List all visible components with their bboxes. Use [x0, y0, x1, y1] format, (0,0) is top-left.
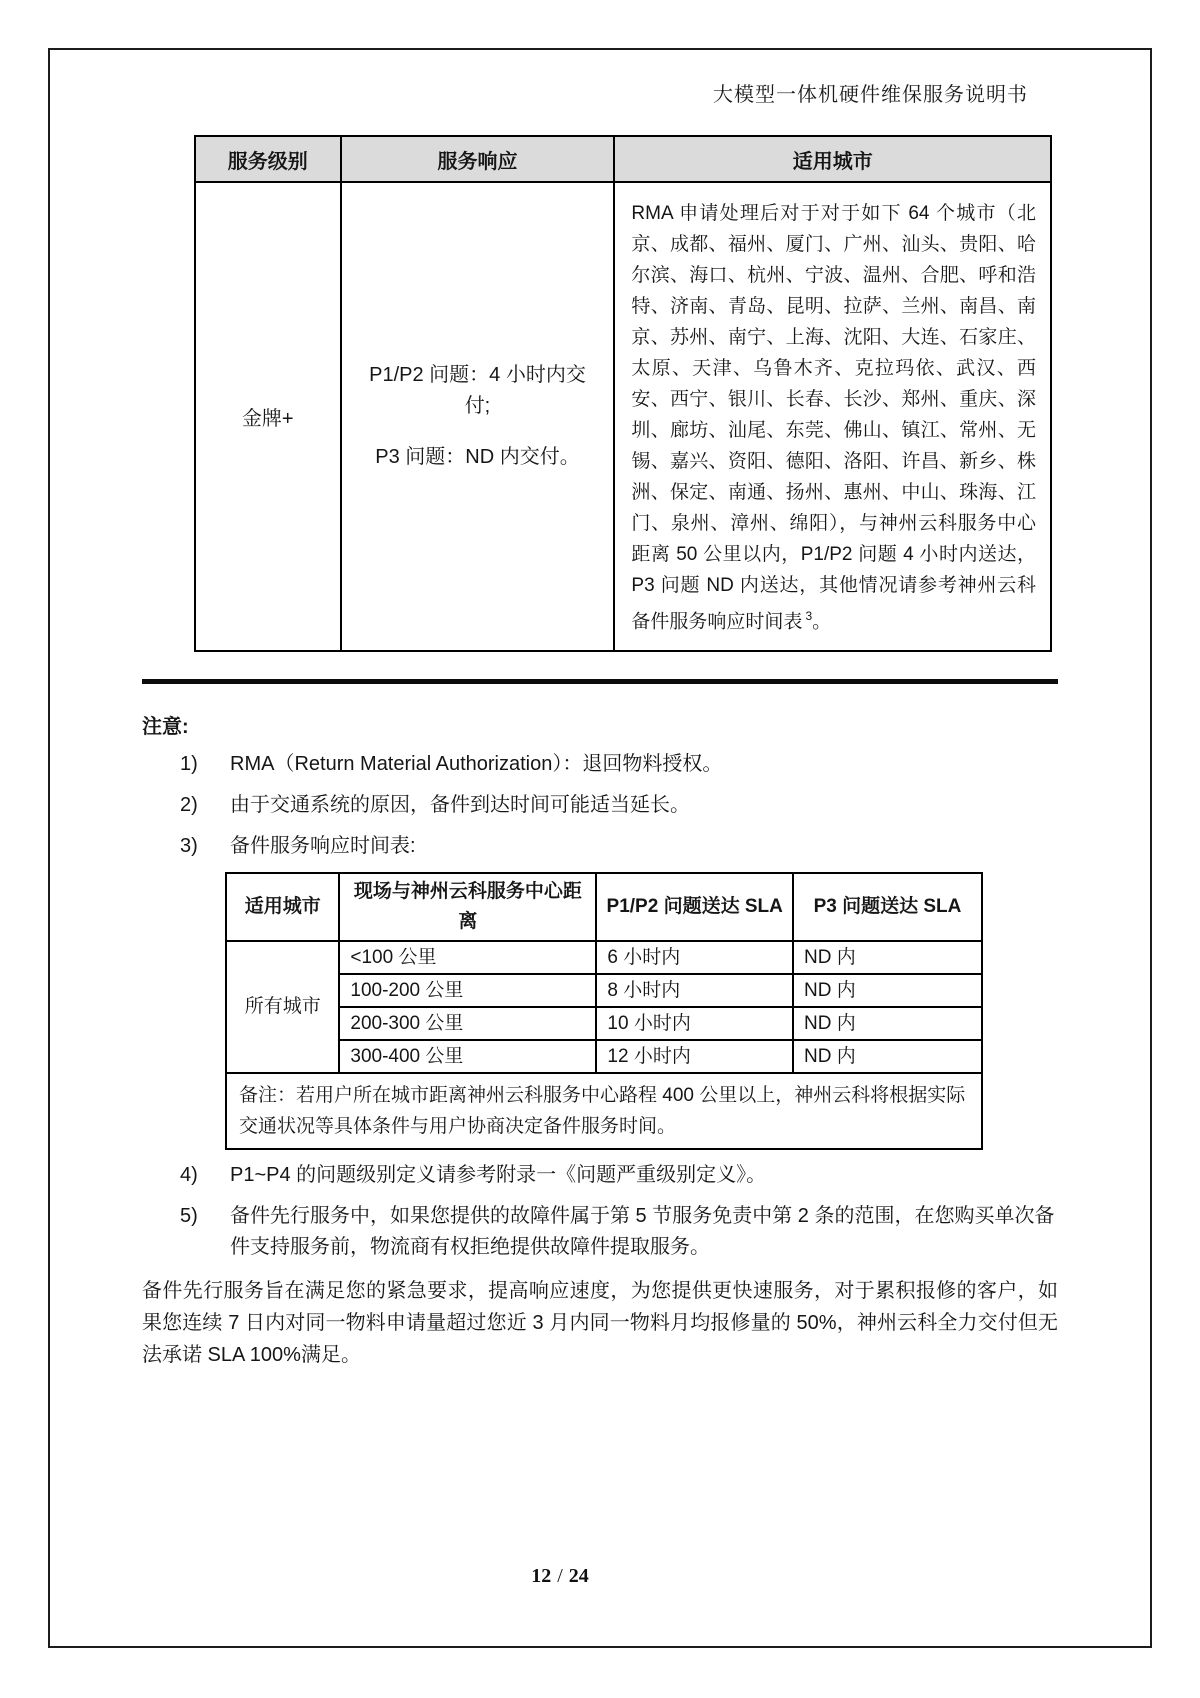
- p3-sla-cell: ND 内: [793, 974, 982, 1007]
- p12-sla-cell: 8 小时内: [596, 974, 793, 1007]
- page-total: 24: [568, 1565, 589, 1587]
- note-text: 备件服务响应时间表:: [230, 835, 416, 858]
- note-text: P1~P4 的问题级别定义请参考附录一《问题严重级别定义》。: [230, 1164, 767, 1187]
- note-text: 备件先行服务中，如果您提供的故障件属于第 5 节服务免责中第 2 条的范围，在您购买单次备件支持服务前，物流商有权拒绝提供故障件提取服务。: [230, 1205, 1055, 1259]
- sla-remark-row: [226, 1073, 982, 1149]
- footnote-superscript: 3: [805, 609, 813, 623]
- note-number: 5): [180, 1205, 198, 1228]
- note-number: 2): [180, 794, 198, 817]
- distance-cell: 100-200 公里: [339, 974, 596, 1007]
- page-frame: [48, 48, 1152, 1648]
- p3-sla-cell: ND 内: [793, 1007, 982, 1040]
- note-item-3: [142, 831, 1058, 862]
- service-table-header-row: [195, 136, 1051, 182]
- sla-row-4: [226, 1040, 982, 1073]
- p12-sla-cell: 12 小时内: [596, 1040, 793, 1073]
- p12-sla-cell: 6 小时内: [596, 941, 793, 974]
- distance-cell: 200-300 公里: [339, 1007, 596, 1040]
- distance-cell: 300-400 公里: [339, 1040, 596, 1073]
- p12-sla-cell: 10 小时内: [596, 1007, 793, 1040]
- note-item-2: [142, 790, 1058, 821]
- section-divider: [142, 679, 1058, 684]
- distance-cell: <100 公里: [339, 941, 596, 974]
- doc-header-title: 大模型一体机硬件维保服务说明书: [713, 84, 1028, 106]
- service-table-body-row: [195, 182, 1051, 651]
- header-applicable-cities: 适用城市: [614, 136, 1051, 182]
- city-scope-cell: 所有城市: [226, 941, 339, 1073]
- response-p1p2: P1/P2 问题：4 小时内交付;: [369, 364, 586, 418]
- cities-text: RMA 申请处理后对于对于如下 64 个城市（北京、成都、福州、厦门、广州、汕头、贵阳、哈尔滨、海口、杭州、宁波、温州、合肥、呼和浩特、济南、青岛、昆明、拉萨、兰州、南昌、南京、苏州、南宁、上海、沈阳、大连、石家庄、太原、天津、乌鲁木齐、克拉玛依、武汉、西安、西宁、银川、长春、长沙、郑州、重庆、深圳、廊坊、汕尾、东莞、佛山、镇江、常州、无锡、嘉兴、资阳、德阳、洛阳、许昌、新乡、株洲、保定、南通、扬州、惠州、中山、珠海、江门、泉州、漳州、绵阳），与神州云科服务中心距离 50 公里以内，P1/P2 问题 4 小时内送达，P3 问题 ND 内送达，其他情况请参考神州云科备件服务响应时间表: [631, 203, 1036, 633]
- sla-header-distance: 现场与神州云科服务中心距离: [339, 873, 596, 941]
- header-service-response: 服务响应: [341, 136, 615, 182]
- service-level-table: [194, 135, 1052, 652]
- page-current: 12: [531, 1565, 552, 1587]
- note-item-4: [142, 1160, 1058, 1191]
- note-text: RMA（Return Material Authorization）：退回物料授权。: [230, 753, 723, 776]
- service-level-cell: 金牌+: [195, 182, 341, 651]
- note-number: 1): [180, 753, 198, 776]
- sla-header-city: 适用城市: [226, 873, 339, 941]
- sla-header-p12: P1/P2 问题送达 SLA: [596, 873, 793, 941]
- p3-sla-cell: ND 内: [793, 941, 982, 974]
- header-service-level: 服务级别: [195, 136, 341, 182]
- remark-cell: 备注：若用户所在城市距离神州云科服务中心路程 400 公里以上，神州云科将根据实际交通状况等具体条件与用户协商决定备件服务时间。: [226, 1073, 982, 1149]
- note-item-5: [142, 1201, 1058, 1263]
- sla-header-p3: P3 问题送达 SLA: [793, 873, 982, 941]
- response-p3: P3 问题：ND 内交付。: [375, 446, 580, 469]
- applicable-cities-cell: [614, 182, 1051, 651]
- note-item-1: [142, 749, 1058, 780]
- sla-table: [225, 872, 983, 1150]
- p3-sla-cell: ND 内: [793, 1040, 982, 1073]
- footnote-tail: 。: [812, 611, 832, 633]
- closing-paragraph: 备件先行服务旨在满足您的紧急要求，提高响应速度，为您提供更快速服务，对于累积报修的客户，如果您连续 7 日内对同一物料申请量超过您近 3 月内同一物料月均报修量的 50%，神州云科全力交付但无法承诺 SLA 100%满足。: [142, 1280, 1058, 1367]
- page-number: [0, 1565, 1120, 1588]
- note-text: 由于交通系统的原因，备件到达时间可能适当延长。: [230, 794, 690, 817]
- page-separator: /: [557, 1565, 563, 1587]
- note-number: 3): [180, 835, 198, 858]
- sla-row-2: [226, 974, 982, 1007]
- sla-table-header-row: [226, 873, 982, 941]
- sla-row-3: [226, 1007, 982, 1040]
- notes-heading: 注意:: [142, 716, 189, 739]
- note-number: 4): [180, 1164, 198, 1187]
- service-response-cell: [341, 182, 615, 651]
- sla-row-1: [226, 941, 982, 974]
